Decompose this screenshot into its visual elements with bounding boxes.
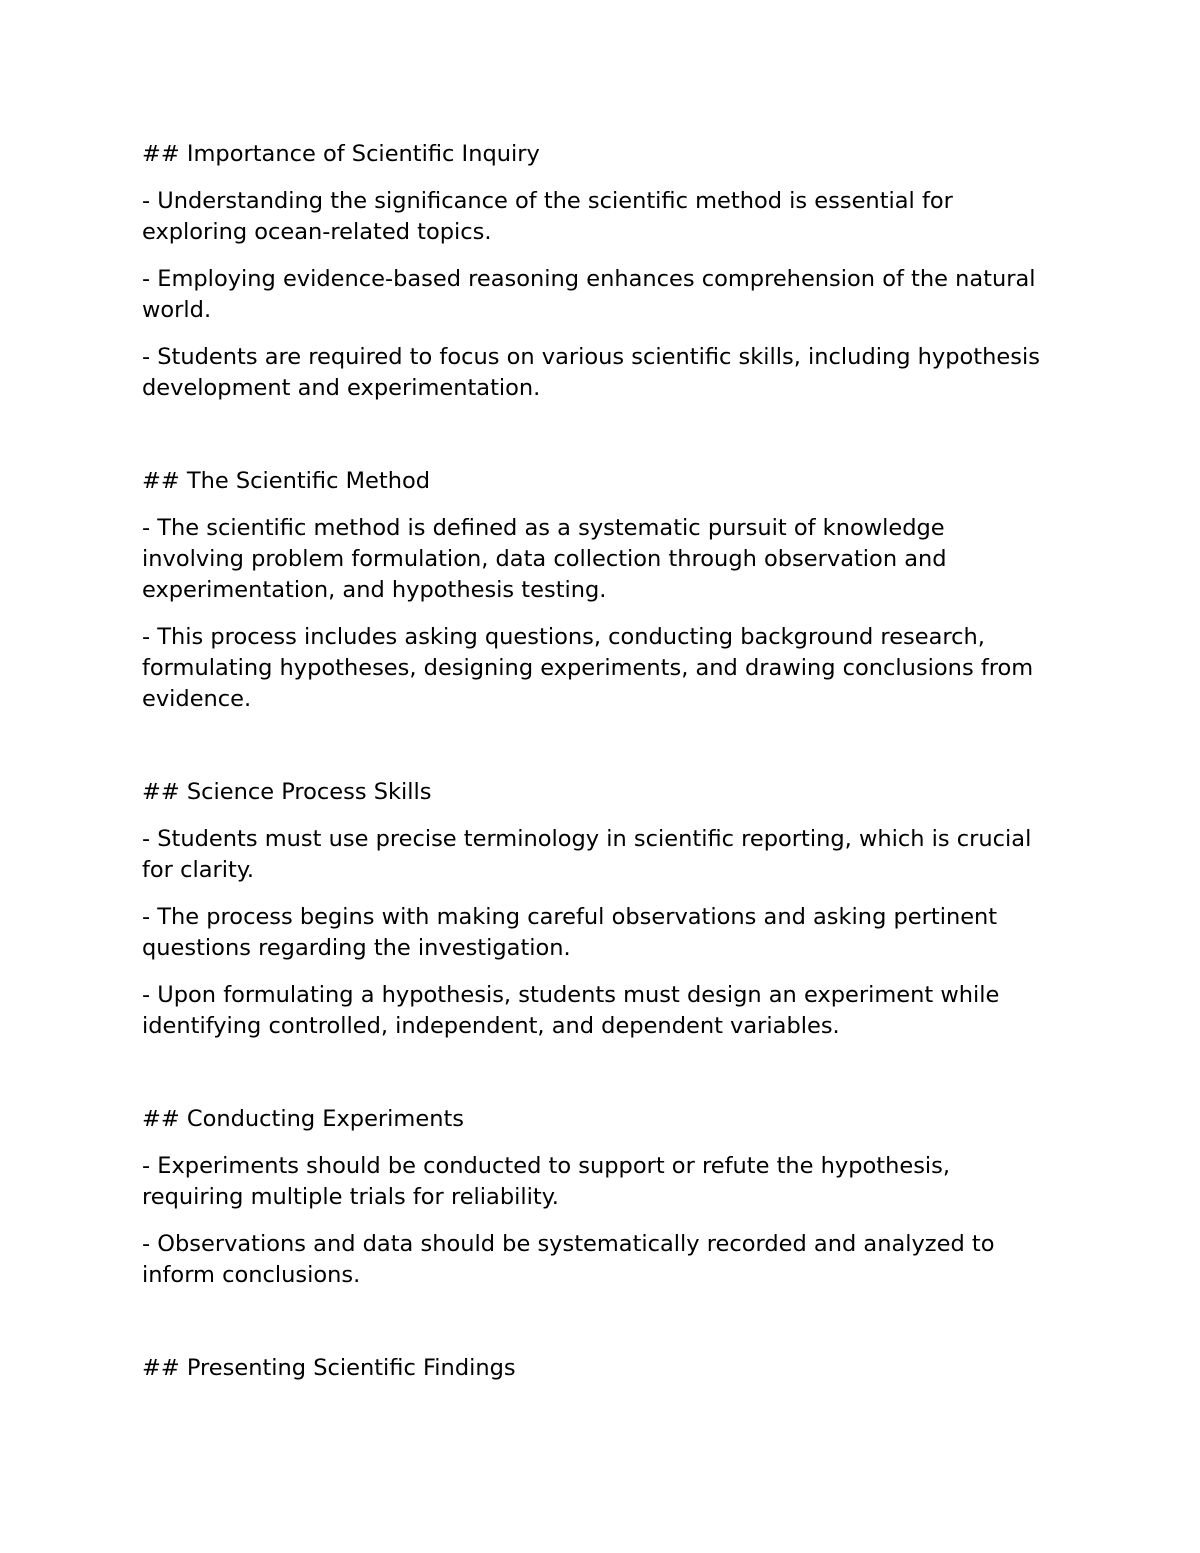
bullet-paragraph: - Students are required to focus on various scientific skills, including hypothesis development and experimentation. bbox=[142, 344, 1040, 401]
section-heading: ## Conducting Experiments bbox=[142, 1106, 464, 1132]
bullet-paragraph: - Understanding the significance of the scientific method is essential for exploring ocean-related topics. bbox=[142, 188, 953, 245]
section-the-scientific-method bbox=[142, 466, 1052, 715]
document-body bbox=[142, 139, 1052, 1400]
section-heading: ## Science Process Skills bbox=[142, 779, 432, 805]
section-conducting-experiments bbox=[142, 1104, 1052, 1291]
bullet-paragraph: - Employing evidence-based reasoning enhances comprehension of the natural world. bbox=[142, 266, 1036, 323]
bullet-paragraph: - Students must use precise terminology in scientific reporting, which is crucial for clarity. bbox=[142, 826, 1032, 883]
section-importance-of-scientific-inquiry bbox=[142, 139, 1052, 404]
bullet-paragraph: - This process includes asking questions, conducting background research, formulating hypotheses, designing experiments, and drawing conclusions from evidence. bbox=[142, 624, 1034, 712]
section-heading: ## The Scientific Method bbox=[142, 468, 431, 494]
section-heading: ## Presenting Scientific Findings bbox=[142, 1355, 516, 1381]
bullet-paragraph: - Upon formulating a hypothesis, students must design an experiment while identifying controlled, independent, and dependent variables. bbox=[142, 982, 1000, 1039]
bullet-paragraph: - Experiments should be conducted to support or refute the hypothesis, requiring multiple trials for reliability. bbox=[142, 1153, 951, 1210]
bullet-paragraph: - The scientific method is defined as a systematic pursuit of knowledge involving problem formulation, data collection through observation and experimentation, and hypothesis testing. bbox=[142, 515, 947, 603]
section-presenting-scientific-findings bbox=[142, 1353, 1052, 1384]
section-heading: ## Importance of Scientific Inquiry bbox=[142, 141, 540, 167]
section-science-process-skills bbox=[142, 777, 1052, 1042]
bullet-paragraph: - Observations and data should be systematically recorded and analyzed to inform conclusions. bbox=[142, 1231, 995, 1288]
bullet-paragraph: - The process begins with making careful observations and asking pertinent questions regarding the investigation. bbox=[142, 904, 998, 961]
